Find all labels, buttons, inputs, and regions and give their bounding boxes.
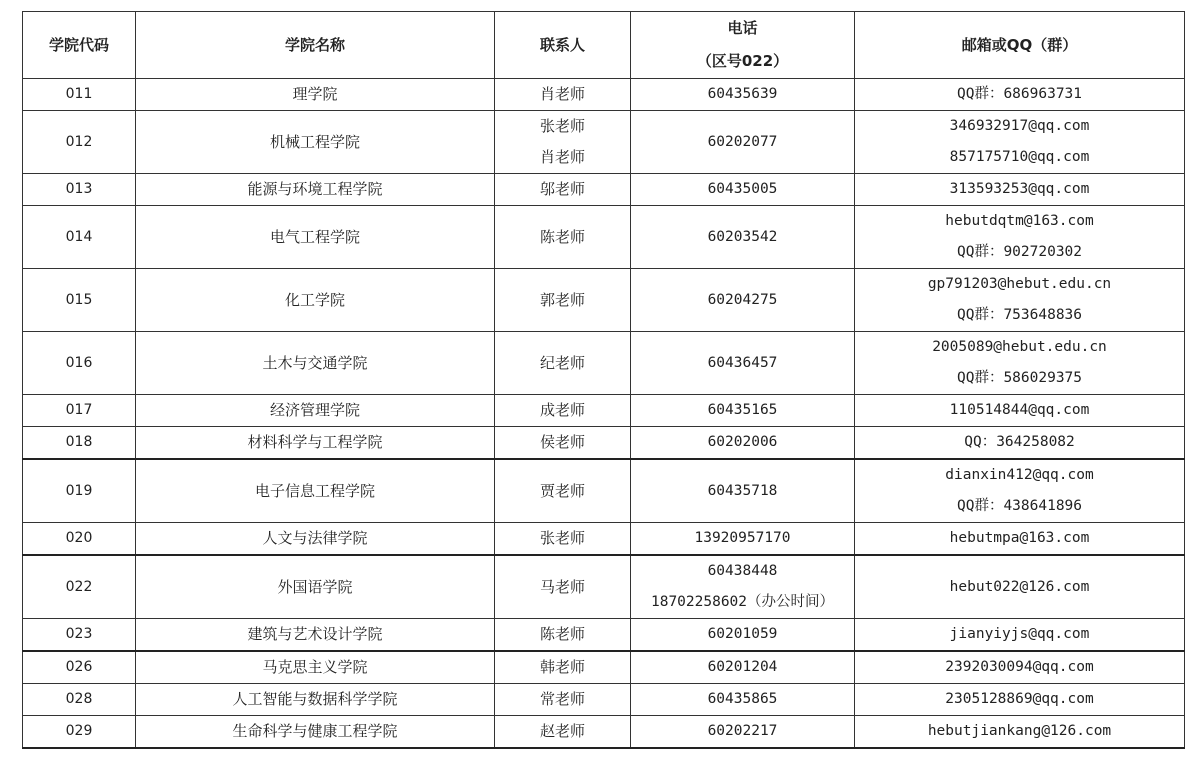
phone-cell [631,716,855,749]
contact-name: 陈老师 [539,625,585,643]
contact-name: 肖老师 [539,148,585,166]
email-cell [855,206,1185,269]
phone-cell [631,174,855,206]
phone-cell [631,523,855,556]
contact-name: 张老师 [539,117,585,135]
table-row [23,206,1185,269]
email-cell [855,555,1185,619]
phone-cell [631,111,855,174]
phone-cell [631,459,855,523]
table-row [23,174,1185,206]
phone-cell [631,651,855,684]
email-or-qq: QQ群：586029375 [956,370,1083,386]
contact-cell [495,619,631,652]
phone-cell [631,395,855,427]
table-row [23,395,1185,427]
contact-cell [495,79,631,111]
table-row [23,269,1185,332]
table-row [23,459,1185,523]
email-cell [855,111,1185,174]
email-or-qq: QQ：364258082 [964,434,1075,450]
college-code-cell: 011 [23,79,136,111]
college-code-cell: 015 [23,269,136,332]
email-cell [855,79,1185,111]
table-row [23,716,1185,749]
email-cell [855,269,1185,332]
email-or-qq: 857175710@qq.com [949,149,1090,165]
college-code-cell: 016 [23,332,136,395]
college-name-cell: 经济管理学院 [136,395,495,427]
phone-cell [631,427,855,460]
phone-number: 60201059 [707,626,778,642]
email-or-qq: hebutmpa@163.com [949,530,1090,546]
contact-name: 贾老师 [539,481,585,500]
email-or-qq: 110514844@qq.com [949,402,1090,418]
contact-cell [495,459,631,523]
contact-name: 赵老师 [539,722,585,740]
phone-number: 60204275 [707,291,778,308]
phone-cell [631,269,855,332]
phone-number: 60435005 [707,181,778,197]
table-row [23,427,1185,460]
email-or-qq: QQ群：902720302 [956,244,1083,260]
college-code-cell: 012 [23,111,136,174]
college-name-cell: 电子信息工程学院 [136,459,495,523]
header-phone-label: 电话 [727,19,758,37]
college-code-cell: 018 [23,427,136,460]
email-or-qq: hebut022@126.com [949,578,1090,595]
college-name-cell: 电气工程学院 [136,206,495,269]
email-cell [855,395,1185,427]
contact-cell [495,111,631,174]
college-code-cell: 022 [23,555,136,619]
college-name-cell: 生命科学与健康工程学院 [136,716,495,749]
contact-name: 成老师 [539,401,585,419]
contact-cell [495,395,631,427]
contact-name: 邬老师 [539,180,585,198]
header-college-code: 学院代码 [23,12,136,79]
college-name-cell: 外国语学院 [136,555,495,619]
contact-cell [495,174,631,206]
email-or-qq: 2005089@hebut.edu.cn [932,339,1107,355]
phone-number: 60435718 [707,482,778,499]
table-row [23,651,1185,684]
email-or-qq: 2305128869@qq.com [945,691,1094,707]
email-or-qq: QQ群：686963731 [956,86,1083,102]
email-cell [855,332,1185,395]
phone-cell [631,619,855,652]
email-or-qq: QQ群：753648836 [956,307,1083,323]
college-code-cell: 028 [23,684,136,716]
phone-number: 60436457 [707,354,778,371]
email-or-qq: hebutjiankang@126.com [927,723,1112,739]
college-name-cell: 土木与交通学院 [136,332,495,395]
phone-cell [631,206,855,269]
table-row [23,332,1185,395]
contact-cell [495,716,631,749]
phone-cell [631,332,855,395]
phone-cell [631,555,855,619]
contact-cell [495,555,631,619]
table-row [23,555,1185,619]
college-name-cell: 材料科学与工程学院 [136,427,495,460]
contact-name: 常老师 [539,690,585,708]
college-code-cell: 026 [23,651,136,684]
phone-number: 60202006 [707,434,778,450]
college-name-cell: 人文与法律学院 [136,523,495,556]
college-code-cell: 023 [23,619,136,652]
college-code-cell: 020 [23,523,136,556]
table-row [23,79,1185,111]
email-or-qq: dianxin412@qq.com [945,467,1094,483]
college-name-cell: 人工智能与数据科学学院 [136,684,495,716]
header-phone [631,12,855,79]
phone-number: 60435865 [707,691,778,707]
email-cell [855,427,1185,460]
phone-number: 60438448 [707,563,778,579]
email-or-qq: 2392030094@qq.com [945,659,1094,675]
phone-number: 18702258602（办公时间） [650,594,835,610]
contact-cell [495,684,631,716]
email-or-qq: 313593253@qq.com [949,181,1090,197]
phone-number: 60435639 [707,86,778,102]
phone-cell [631,79,855,111]
table-body [23,79,1185,749]
table-header-row [23,12,1185,79]
phone-number: 60203542 [707,228,778,245]
table-row [23,111,1185,174]
contact-cell [495,206,631,269]
phone-number: 13920957170 [694,530,791,546]
contact-name: 纪老师 [539,353,585,372]
college-contact-table [22,11,1185,749]
college-name-cell: 建筑与艺术设计学院 [136,619,495,652]
college-name-cell: 机械工程学院 [136,111,495,174]
contact-cell [495,332,631,395]
email-cell [855,716,1185,749]
email-cell [855,684,1185,716]
email-cell [855,174,1185,206]
email-or-qq: gp791203@hebut.edu.cn [927,276,1112,292]
contact-name: 肖老师 [539,85,585,103]
email-or-qq: jianyiyjs@qq.com [949,626,1090,642]
contact-name: 张老师 [539,529,585,547]
contact-cell [495,651,631,684]
phone-number: 60201204 [707,659,778,675]
contact-name: 郭老师 [539,290,585,309]
email-cell [855,459,1185,523]
college-name-cell: 能源与环境工程学院 [136,174,495,206]
contact-name: 马老师 [539,577,585,596]
email-cell [855,523,1185,556]
email-cell [855,619,1185,652]
college-code-cell: 019 [23,459,136,523]
header-phone-area-code: （区号022） [696,52,789,70]
college-code-cell: 014 [23,206,136,269]
phone-number: 60202217 [707,723,778,739]
email-or-qq: 346932917@qq.com [949,118,1090,134]
table-row [23,619,1185,652]
email-or-qq: QQ群：438641896 [956,498,1083,514]
college-name-cell: 理学院 [136,79,495,111]
email-cell [855,651,1185,684]
email-or-qq: hebutdqtm@163.com [945,213,1094,229]
contact-name: 陈老师 [539,227,585,246]
college-code-cell: 029 [23,716,136,749]
table-row [23,523,1185,556]
page-footer-cutoff [22,754,1184,763]
college-name-cell: 马克思主义学院 [136,651,495,684]
contact-name: 韩老师 [539,658,585,676]
contact-name: 侯老师 [539,433,585,451]
college-name-cell: 化工学院 [136,269,495,332]
college-code-cell: 017 [23,395,136,427]
header-college-name: 学院名称 [136,12,495,79]
table-row [23,684,1185,716]
phone-number: 60435165 [707,402,778,418]
college-code-cell: 013 [23,174,136,206]
phone-cell [631,684,855,716]
header-contact: 联系人 [495,12,631,79]
contact-cell [495,269,631,332]
phone-number: 60202077 [707,133,778,150]
contact-cell [495,523,631,556]
header-email: 邮箱或QQ（群） [855,12,1185,79]
contact-cell [495,427,631,460]
